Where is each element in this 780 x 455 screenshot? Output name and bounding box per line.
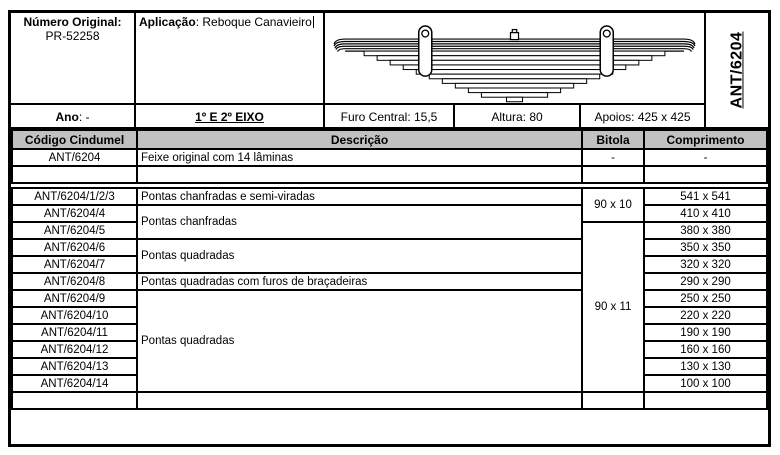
codigo-cell: ANT/6204/8 — [12, 273, 137, 290]
codigo-cell: ANT/6204 — [12, 149, 137, 166]
descricao-cell: Pontas chanfradas e semi-viradas — [137, 188, 582, 205]
comprimento-cell: 541 x 541 — [644, 188, 767, 205]
col-header-codigo: Código Cindumel — [12, 130, 137, 149]
codigo-cell: ANT/6204/14 — [12, 375, 137, 392]
numero-original-label: Número Original: — [23, 15, 122, 29]
descricao-cell: Pontas chanfradas — [137, 205, 582, 239]
drawing-cell — [325, 13, 704, 103]
eixo-cell — [136, 105, 325, 129]
apoios-cell: Apoios: 425 x 425 — [594, 110, 691, 125]
header-left — [11, 13, 704, 127]
comprimento-cell: 190 x 190 — [644, 324, 767, 341]
ano-label: Ano — [55, 110, 79, 125]
table-row-empty — [12, 392, 767, 409]
comprimento-cell — [644, 392, 767, 409]
col-header-descricao: Descrição — [137, 130, 582, 149]
bitola-cell: - — [582, 149, 644, 166]
comprimento-cell: 320 x 320 — [644, 256, 767, 273]
table-row — [12, 290, 767, 307]
codigo-cell: ANT/6204/12 — [12, 341, 137, 358]
datasheet-frame — [8, 10, 771, 447]
comprimento-cell: 350 x 350 — [644, 239, 767, 256]
codigo-cell: ANT/6204/11 — [12, 324, 137, 341]
header-section — [11, 13, 768, 129]
descricao-cell: Feixe original com 14 lâminas — [137, 149, 582, 166]
codigo-cell — [12, 166, 137, 183]
ano-cell — [11, 105, 136, 129]
numero-original-value: PR-52258 — [45, 29, 100, 43]
codigo-cell — [12, 392, 137, 409]
comprimento-cell: - — [644, 149, 767, 166]
leaf-spring-diagram — [325, 13, 704, 103]
bitola-cell: 90 x 10 — [582, 188, 644, 222]
codigo-cell: ANT/6204/5 — [12, 222, 137, 239]
descricao-cell: Pontas quadradas — [137, 290, 582, 392]
codigo-cell: ANT/6204/1/2/3 — [12, 188, 137, 205]
furo-central-cell: Furo Central: 15,5 — [325, 105, 455, 129]
aplicacao-label: Aplicação — [139, 15, 196, 29]
header-row-top — [11, 13, 704, 105]
comprimento-cell: 380 x 380 — [644, 222, 767, 239]
table-row — [12, 188, 767, 205]
table-row — [12, 205, 767, 222]
descricao-cell — [137, 166, 582, 183]
aplicacao-value: : Reboque Canavieiro — [195, 15, 312, 29]
comprimento-cell: 290 x 290 — [644, 273, 767, 290]
codigo-cell: ANT/6204/9 — [12, 290, 137, 307]
table-header-row — [12, 130, 767, 149]
part-code-strip — [704, 13, 768, 127]
numero-original-cell — [11, 13, 136, 103]
descricao-cell: Pontas quadradas com furos de braçadeiras — [137, 273, 582, 290]
table-row — [12, 239, 767, 256]
altura-cell: Altura: 80 — [455, 105, 581, 129]
aplicacao-cell[interactable] — [136, 13, 325, 103]
header-row-specs — [11, 105, 704, 129]
bitola-cell — [582, 166, 644, 183]
comprimento-cell — [644, 166, 767, 183]
eixo-value: 1º E 2º EIXO — [195, 110, 264, 125]
table-row — [12, 149, 767, 166]
part-code-vertical-label: ANT/6204 — [728, 31, 746, 109]
bitola-cell: 90 x 11 — [582, 222, 644, 392]
codigo-cell: ANT/6204/4 — [12, 205, 137, 222]
text-cursor — [313, 16, 315, 28]
table-row-empty — [12, 166, 767, 183]
col-header-comprimento: Comprimento — [644, 130, 767, 149]
bitola-cell — [582, 392, 644, 409]
comprimento-cell: 410 x 410 — [644, 205, 767, 222]
comprimento-cell: 100 x 100 — [644, 375, 767, 392]
codigo-cell: ANT/6204/10 — [12, 307, 137, 324]
table-row — [12, 273, 767, 290]
comprimento-cell: 250 x 250 — [644, 290, 767, 307]
comprimento-cell: 160 x 160 — [644, 341, 767, 358]
codigo-cell: ANT/6204/6 — [12, 239, 137, 256]
descricao-cell: Pontas quadradas — [137, 239, 582, 273]
descricao-cell — [137, 392, 582, 409]
codigo-cell: ANT/6204/7 — [12, 256, 137, 273]
parts-table — [11, 129, 768, 410]
col-header-bitola: Bitola — [582, 130, 644, 149]
codigo-cell: ANT/6204/13 — [12, 358, 137, 375]
comprimento-cell: 220 x 220 — [644, 307, 767, 324]
ano-value: : - — [78, 110, 90, 125]
comprimento-cell: 130 x 130 — [644, 358, 767, 375]
